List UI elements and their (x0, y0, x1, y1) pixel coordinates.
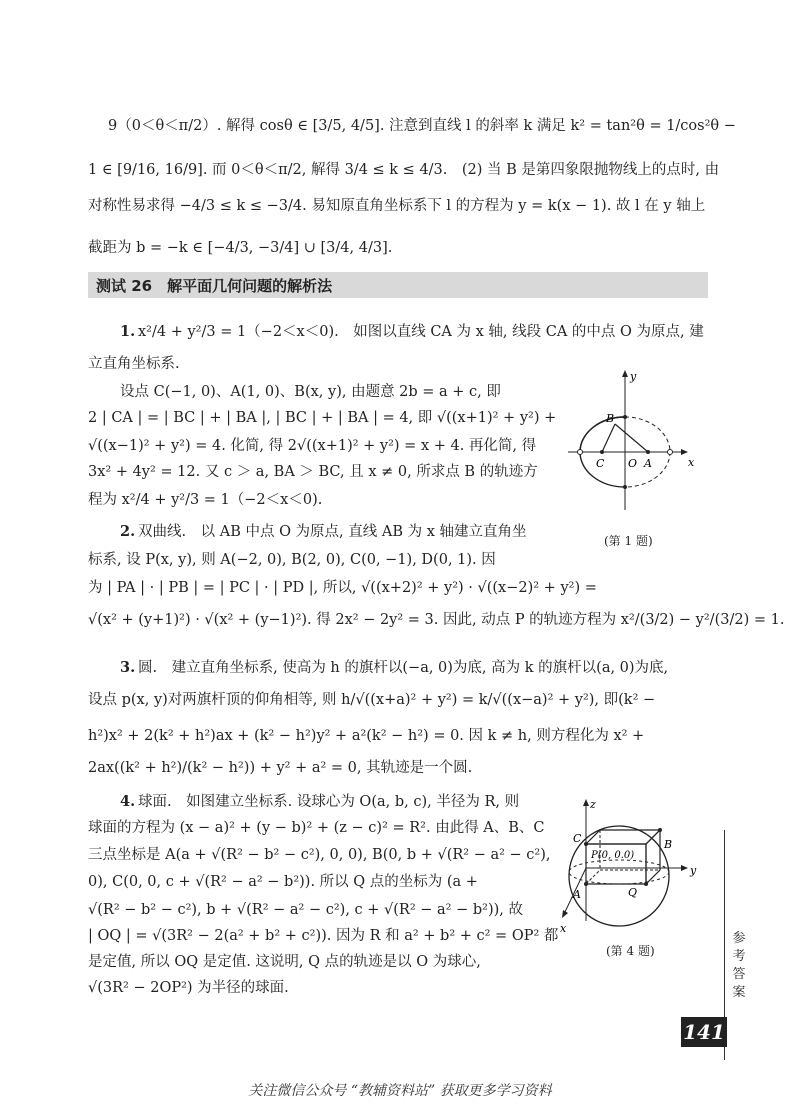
problem-3-number: 3. (120, 659, 136, 676)
side-tab-char: 案 (732, 985, 746, 1000)
intro-line-4: 截距为 b = −k ∈ [−4/3, −3/4] ∪ [3/4, 4/3]. (88, 240, 393, 256)
problem-1-line-3: 设点 C(−1, 0)、A(1, 0)、B(x, y), 由题意 2b = a + c, 即 (120, 384, 501, 400)
fig4-label-a: A (573, 888, 581, 901)
problem-1-line-6: 3x² + 4y² = 12. 又 c ＞ a, BA ＞ BC, 且 x ≠ 0, 所求点 B 的轨迹方 (88, 464, 538, 480)
problem-4-number: 4. (120, 793, 136, 810)
problem-4-line-5: √(R² − b² − c²), b + √(R² − a² − c²), c + √(R² − a² − b²)), 故 (88, 902, 523, 918)
problem-4-line-3: 三点坐标是 A(a + √(R² − b² − c²), 0, 0), B(0, b + √(R² − a² − c²), (88, 847, 551, 863)
problem-2-line-2: 标系, 设 P(x, y), 则 A(−2, 0), B(2, 0), C(0, −1), D(0, 1). 因 (88, 552, 496, 568)
side-tab-char: 考 (732, 949, 746, 964)
problem-1-line-4: 2 | CA | = | BC | + | BA |, | BC | + | BA | = 4, 即 √((x+1)² + y²) + (88, 410, 557, 426)
problem-3-line-2: 设点 p(x, y)对两旗杆顶的仰角相等, 则 h/√((x+a)² + y²) = k/√((x−a)² + y²), 即(k² − (88, 692, 656, 708)
problem-2-line-1: 双曲线. 以 AB 中点 O 为原点, 直线 AB 为 x 轴建立直角坐 (138, 524, 527, 540)
problem-4-line-1: 球面. 如图建立坐标系. 设球心为 O(a, b, c), 半径为 R, 则 (138, 794, 520, 810)
fig1-label-b: B (606, 412, 615, 425)
fig4-label-z: z (590, 798, 596, 811)
fig1-label-c: C (596, 457, 605, 470)
problem-4-line-8: √(3R² − 2OP²) 为半径的球面. (88, 980, 289, 996)
fig4-label-p: P(0, 0.0) (591, 850, 635, 861)
side-tab-reference-answers (728, 930, 750, 1002)
problem-2-line-4: √(x² + (y+1)²) · √(x² + (y−1)²). 得 2x² − 2y² = 3. 因此, 动点 P 的轨迹方程为 x²/(3/2) − y²/(3/2) = 1. (88, 612, 785, 628)
problem-1-line-2: 立直角坐标系. (88, 356, 180, 372)
intro-line-3: 对称性易求得 −4/3 ≤ k ≤ −3/4. 易知原直角坐标系下 l 的方程为 y = k(x − 1). 故 l 在 y 轴上 (88, 198, 706, 214)
fig1-label-a: A (644, 457, 652, 470)
intro-line-2: 1 ∈ [9/16, 16/9]. 而 0＜θ＜π/2, 解得 3/4 ≤ k ≤ 4/3. (2) 当 B 是第四象限抛物线上的点时, 由 (88, 162, 720, 178)
side-tab-char: 参 (732, 931, 746, 946)
figure-1-ellipse (560, 368, 710, 518)
fig1-label-x: x (688, 456, 695, 469)
fig1-label-o: O (628, 457, 638, 470)
fig4-label-c: C (573, 832, 582, 845)
problem-2-line-3: 为 | PA | · | PB | = | PC | · | PD |, 所以, √((x+2)² + y²) · √((x−2)² + y²) = (88, 580, 597, 596)
figure-4-caption: (第 4 题) (606, 944, 655, 958)
problem-4-line-2: 球面的方程为 (x − a)² + (y − b)² + (z − c)² = R². 由此得 A、B、C (88, 820, 545, 836)
problem-1-line-5: √((x−1)² + y²) = 4. 化简, 得 2√((x+1)² + y²) = x + 4. 再化简, 得 (88, 438, 537, 454)
page-number: 141 (681, 1017, 727, 1047)
problem-4-line-4: 0), C(0, 0, c + √(R² − a² − b²)). 所以 Q 点的坐标为 (a + (88, 874, 478, 890)
problem-3-line-1: 圆. 建立直角坐标系, 使高为 h 的旗杆以(−a, 0)为底, 高为 k 的旗杆以(a, 0)为底, (138, 660, 669, 676)
section-title: 测试 26 解平面几何问题的解析法 (96, 277, 333, 295)
problem-3-line-4: 2ax((k² + h²)/(k² − h²)) + y² + a² = 0, 其轨迹是一个圆. (88, 760, 473, 776)
problem-1-line-7: 程为 x²/4 + y²/3 = 1（−2＜x＜0). (88, 492, 323, 508)
problem-1-number: 1. (120, 323, 136, 340)
fig4-label-q: Q (628, 886, 638, 899)
problem-3-line-3: h²)x² + 2(k² + h²)ax + (k² − h²)y² + a²(k² − h²) = 0. 因 k ≠ h, 则方程化为 x² + (88, 728, 645, 744)
figure-1-caption: (第 1 题) (604, 534, 653, 548)
side-tab-char: 答 (732, 967, 746, 982)
fig1-label-y: y (630, 370, 637, 383)
fig4-label-b: B (664, 838, 673, 851)
problem-2-number: 2. (120, 523, 136, 540)
fig4-label-x: x (560, 922, 567, 935)
fig4-label-y: y (690, 864, 697, 877)
footer-watermark: 关注微信公众号 “教辅资料站” 获取更多学习资料 (248, 1083, 552, 1099)
problem-4-line-7: 是定值, 所以 OQ 是定值. 这说明, Q 点的轨迹是以 O 为球心, (88, 954, 481, 970)
problem-4-line-6: | OQ | = √(3R² − 2(a² + b² + c²)). 因为 R 和 a² + b² + c² = OP² 都 (88, 928, 559, 944)
figure-4-sphere (556, 796, 716, 936)
problem-1-line-1: x²/4 + y²/3 = 1（−2＜x＜0). 如图以直线 CA 为 x 轴, 线段 CA 的中点 O 为原点, 建 (138, 324, 704, 340)
intro-line-1: 9（0＜θ＜π/2）. 解得 cosθ ∈ [3/5, 4/5]. 注意到直线 l 的斜率 k 满足 k² = tan²θ = 1/cos²θ − (108, 118, 736, 134)
